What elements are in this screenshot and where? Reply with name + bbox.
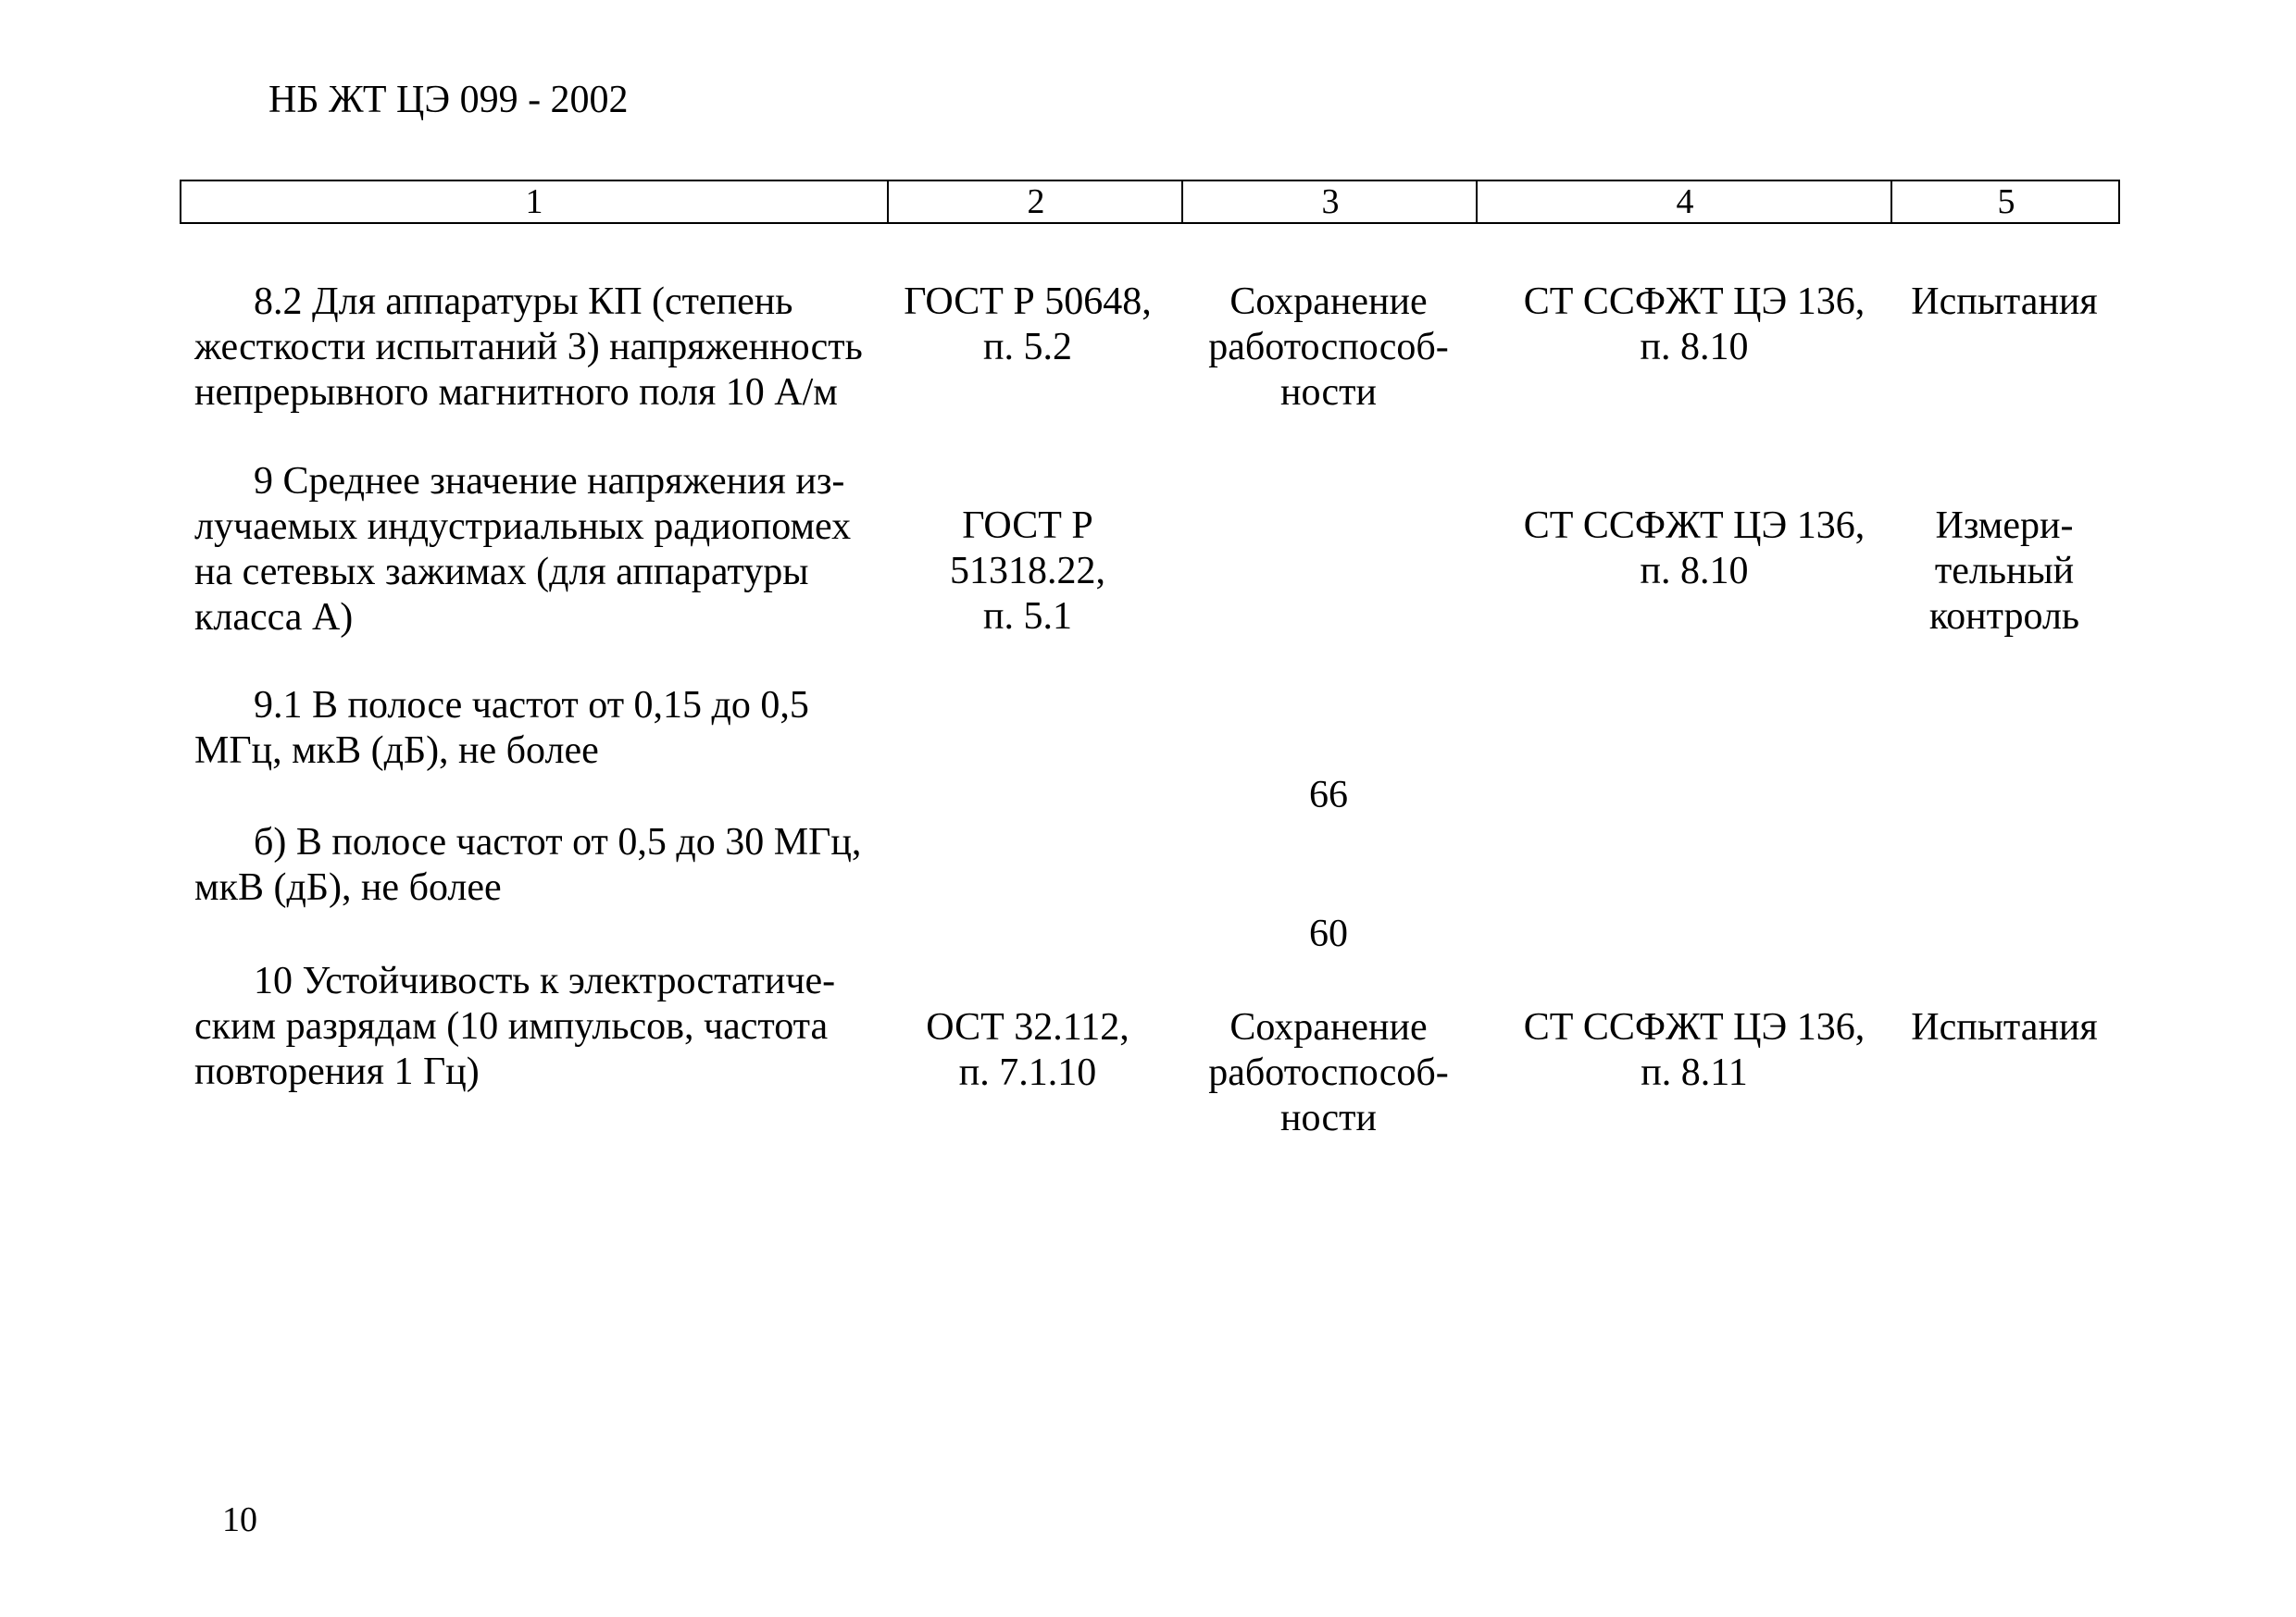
text-line: ским разрядам (10 импульсов, частота — [194, 1005, 829, 1048]
text-line: ОСТ 32.112, — [926, 1006, 1129, 1049]
text-line: п. 7.1.10 — [958, 1051, 1097, 1094]
text-line: непрерывного магнитного поля 10 А/м — [194, 371, 838, 414]
row-b-value: 60 — [1309, 913, 1348, 955]
table-column-numbers — [180, 180, 2120, 224]
text-line: 10 Устойчивость к электростатиче- — [254, 960, 836, 1002]
text-line: ности — [1280, 371, 1377, 414]
row-8-2-standard — [889, 280, 1167, 370]
row-10-control-type — [1898, 1005, 2111, 1051]
text-line: Испытания — [1911, 280, 2098, 323]
row-9-1-value: 66 — [1309, 774, 1348, 816]
row-b-parameter — [194, 820, 881, 911]
text-line: тельный — [1934, 550, 2075, 592]
text-line: класса А) — [194, 596, 354, 639]
text-line: СТ ССФЖТ ЦЭ 136, — [1523, 504, 1866, 547]
row-10-requirement — [1185, 1005, 1472, 1141]
row-9-standard — [889, 504, 1167, 640]
text-line: 9 Среднее значение напряжения из- — [254, 460, 845, 503]
text-line: Сохранение — [1229, 1006, 1428, 1049]
text-line: контроль — [1928, 595, 2080, 638]
document-code: НБ ЖТ ЦЭ 099 - 2002 — [268, 79, 629, 121]
text-line: жесткости испытаний 3) напряженность — [194, 326, 863, 368]
row-9-parameter — [194, 459, 881, 641]
text-line: ГОСТ Р 50648, — [904, 280, 1152, 323]
text-line: п. 5.1 — [983, 595, 1072, 638]
text-line: повторения 1 Гц) — [194, 1051, 480, 1093]
text-line: 9.1 В полосе частот от 0,15 до 0,5 — [254, 684, 809, 727]
row-8-2-parameter — [194, 280, 881, 416]
text-line: на сетевых зажимах (для аппаратуры — [194, 551, 809, 593]
text-line: п. 5.2 — [983, 326, 1072, 368]
text-line: 8.2 Для аппаратуры КП (степень — [254, 280, 793, 323]
text-line: работоспособ- — [1208, 326, 1449, 368]
text-line: лучаемых индустриальных радиопомех — [194, 505, 852, 548]
page-number: 10 — [222, 1500, 257, 1539]
text-line: ности — [1280, 1097, 1377, 1139]
column-number-5: 5 — [1890, 181, 2120, 222]
row-10-method — [1481, 1005, 1907, 1096]
row-9-control-type — [1898, 504, 2111, 640]
column-number-1: 1 — [525, 182, 543, 221]
text-line: работоспособ- — [1208, 1051, 1449, 1094]
column-number-2: 2 — [887, 181, 1183, 222]
text-line: СТ ССФЖТ ЦЭ 136, — [1523, 280, 1866, 323]
text-line: п. 8.10 — [1640, 326, 1749, 368]
text-line: ГОСТ Р — [962, 504, 1093, 547]
text-line: п. 8.10 — [1640, 550, 1749, 592]
row-9-method — [1481, 504, 1907, 594]
text-line: МГц, мкВ (дБ), не более — [194, 729, 599, 772]
row-8-2-control-type — [1898, 280, 2111, 325]
row-9-1-parameter — [194, 683, 881, 774]
column-number-4: 4 — [1476, 181, 1892, 222]
row-8-2-method — [1481, 280, 1907, 370]
row-10-parameter — [194, 959, 881, 1095]
text-line: СТ ССФЖТ ЦЭ 136, — [1523, 1006, 1866, 1049]
text-line: 51318.22, — [950, 550, 1105, 592]
row-10-standard — [889, 1005, 1167, 1096]
text-line: Сохранение — [1229, 280, 1428, 323]
text-line: п. 8.11 — [1641, 1051, 1748, 1094]
column-number-3: 3 — [1181, 181, 1478, 222]
text-line: Испытания — [1911, 1006, 2098, 1049]
text-line: мкВ (дБ), не более — [194, 866, 502, 909]
text-line: б) В полосе частот от 0,5 до 30 МГц, — [254, 821, 862, 864]
row-8-2-requirement — [1185, 280, 1472, 416]
text-line: Измери- — [1935, 504, 2074, 547]
